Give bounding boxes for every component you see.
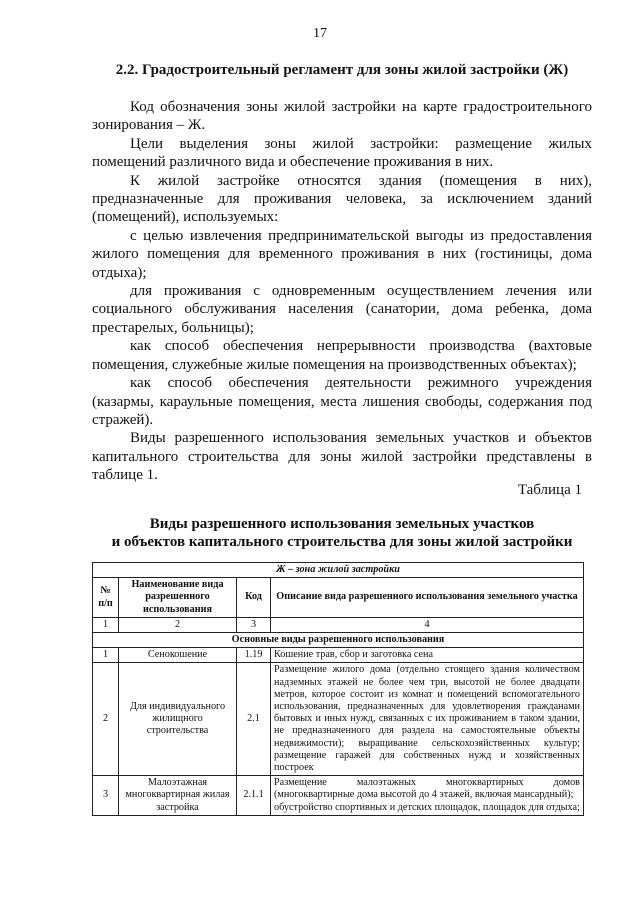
table-title-line: Виды разрешенного использования земельных участков (149, 516, 535, 532)
page-number: 17 (313, 26, 327, 41)
col-index: 3 (237, 617, 271, 632)
row-name: Сенокошение (119, 648, 237, 663)
paragraph: для проживания с одновременным осуществлением лечения или социального обслуживания населения (санатории, дома ребенка, дома престарелых, больницы); (92, 283, 592, 336)
paragraph: Виды разрешенного использования земельных участков и объектов капитального строительства для зоны жилой застройки представлены в таблице 1. (92, 430, 592, 484)
row-name: Для индивидуального жилищного строительства (119, 663, 237, 776)
col-index: 1 (93, 617, 119, 632)
row-name: Малоэтажная многоквартирная жилая застройка (119, 776, 237, 816)
col-header-code: Код (237, 578, 271, 618)
table-label: Таблица 1 (517, 482, 582, 498)
row-desc-part: Размещение малоэтажных многоквартирных домов (многоквартирные дома высотой до 4 этажей, включая мансардный); (274, 777, 580, 801)
table-title (92, 515, 592, 551)
table-row (93, 648, 584, 663)
row-num: 3 (93, 776, 119, 816)
section-row: Основные виды разрешенного использования (93, 633, 584, 648)
col-header-name: Наименование вида разрешенного использования (119, 578, 237, 618)
paragraph: как способ обеспечения деятельности режимного учреждения (казармы, караульные помещения, места лишения свободы, содержания под стражей). (92, 375, 592, 428)
col-header-desc: Описание вида разрешенного использования земельного участка (271, 578, 584, 618)
paragraph: Цели выделения зоны жилой застройки: размещение жилых помещений различного вида и обеспечение проживания в них. (92, 135, 592, 171)
col-header-num: № п/п (93, 578, 119, 618)
table-row (93, 776, 584, 816)
land-use-table (92, 562, 584, 816)
row-num: 1 (93, 648, 119, 663)
row-num: 2 (93, 663, 119, 776)
col-index: 4 (271, 617, 584, 632)
row-code: 2.1 (237, 663, 271, 776)
section-heading: 2.2. Градостроительный регламент для зоны жилой застройки (Ж) (115, 62, 569, 78)
row-desc (271, 776, 584, 816)
body-text (92, 98, 592, 485)
paragraph: К жилой застройке относятся здания (помещения в них), предназначенные для проживания человека, за исключением зданий (помещений), используемых: (92, 172, 592, 226)
row-desc: Кошение трав, сбор и заготовка сена (271, 648, 584, 663)
row-code: 2.1.1 (237, 776, 271, 816)
table-title-line: и объектов капитального строительства для зоны жилой застройки (111, 534, 573, 550)
col-index: 2 (119, 617, 237, 632)
paragraph: Код обозначения зоны жилой застройки на карте градостроительного зонирования – Ж. (92, 99, 592, 134)
paragraph: с целью извлечения предпринимательской выгоды из предоставления жилого помещения для временного проживания в них (гостиницы, дома отдыха); (92, 227, 592, 281)
row-code: 1.19 (237, 648, 271, 663)
row-desc: Размещение жилого дома (отдельно стоящего здания количеством надземных этажей не более чем три, высотой не более двадцати метров, которое состоит из комнат и помещений вспомогательного использования, предназначенных для удовлетворения гражданами бытовых и иных нужд, связанных с их проживанием в таком здании, не предназначенного для раздела на самостоятельные объекты недвижимости); выращивание сельскохозяйственных культур; размещение гаражей для собственных нужд и хозяйственных построек (271, 663, 584, 776)
table-row (93, 663, 584, 776)
paragraph: как способ обеспечения непрерывности производства (вахтовые помещения, служебные жилые помещения на производственных объектах); (92, 338, 592, 373)
row-desc-part: обустройство спортивных и детских площадок, площадок для отдыха; (274, 801, 580, 813)
zone-header: Ж – зона жилой застройки (93, 563, 584, 578)
